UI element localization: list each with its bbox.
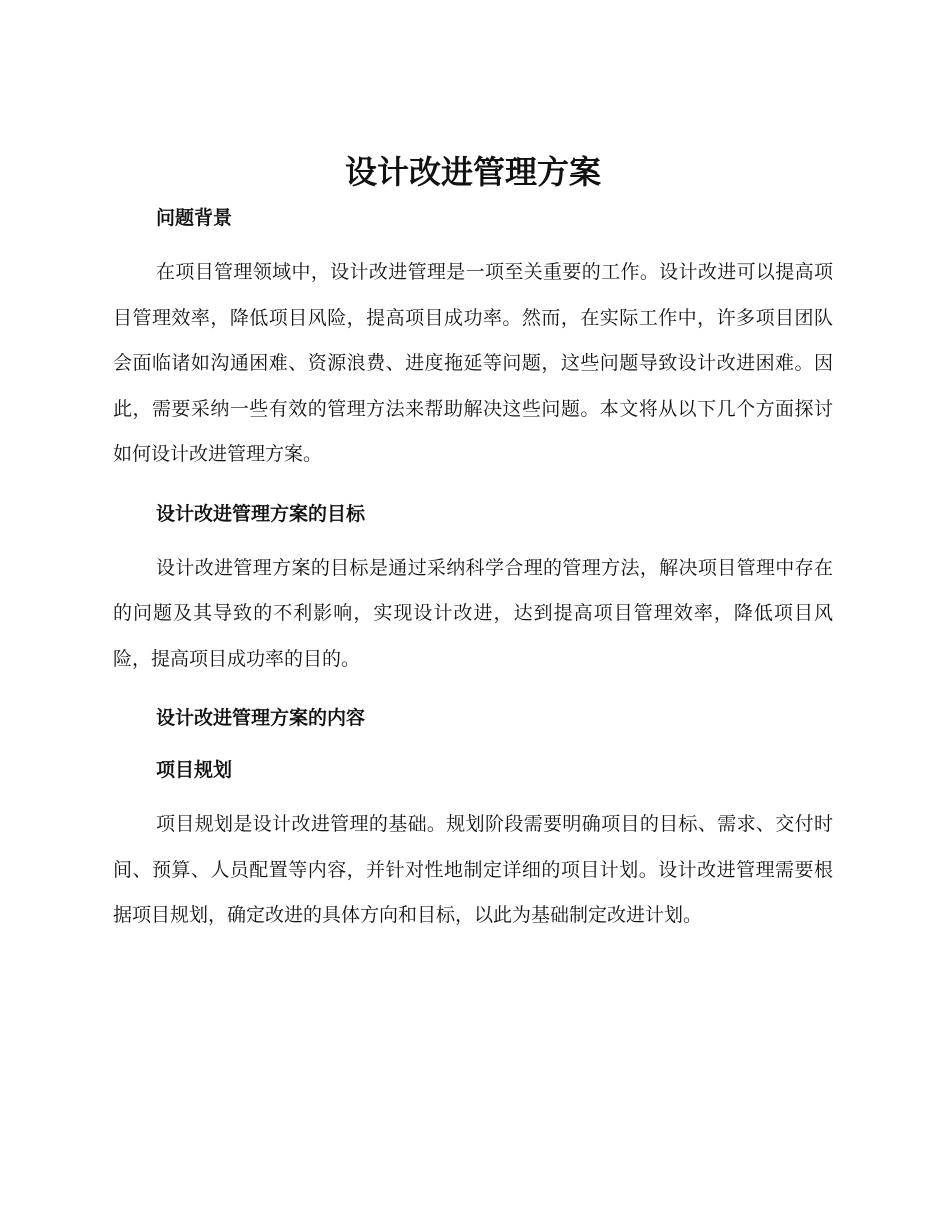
paragraph-planning: 项目规划是设计改进管理的基础。规划阶段需要明确项目的目标、需求、交付时间、预算、人员配置等内容，并针对性地制定详细的项目计划。设计改进管理需要根据项目规划，确定改进的具体方向和目标，以此为基础制定改进计划。 bbox=[113, 813, 833, 926]
document-title: 设计改进管理方案 bbox=[344, 153, 601, 191]
section-heading-background: 问题背景 bbox=[156, 207, 233, 229]
section-heading-goal: 设计改进管理方案的目标 bbox=[156, 502, 366, 525]
paragraph-goal: 设计改进管理方案的目标是通过采纳科学合理的管理方法，解决项目管理中存在的问题及其导致的不利影响，实现设计改进，达到提高项目管理效率，降低项目风险，提高项目成功率的目的。 bbox=[113, 556, 833, 670]
section-heading-planning: 项目规划 bbox=[156, 759, 233, 781]
section-heading-content: 设计改进管理方案的内容 bbox=[156, 707, 366, 729]
paragraph-background: 在项目管理领域中，设计改进管理是一项至关重要的工作。设计改进可以提高项目管理效率，降低项目风险，提高项目成功率。然而，在实际工作中，许多项目团队会面临诸如沟通困难、资源浪费、进度拖延等问题，这些问题导致设计改进困难。因此，需要采纳一些有效的管理方法来帮助解决这些问题。本文将从以下几个方面探讨如何设计改进管理方案。 bbox=[113, 261, 833, 465]
document-body bbox=[113, 150, 833, 939]
